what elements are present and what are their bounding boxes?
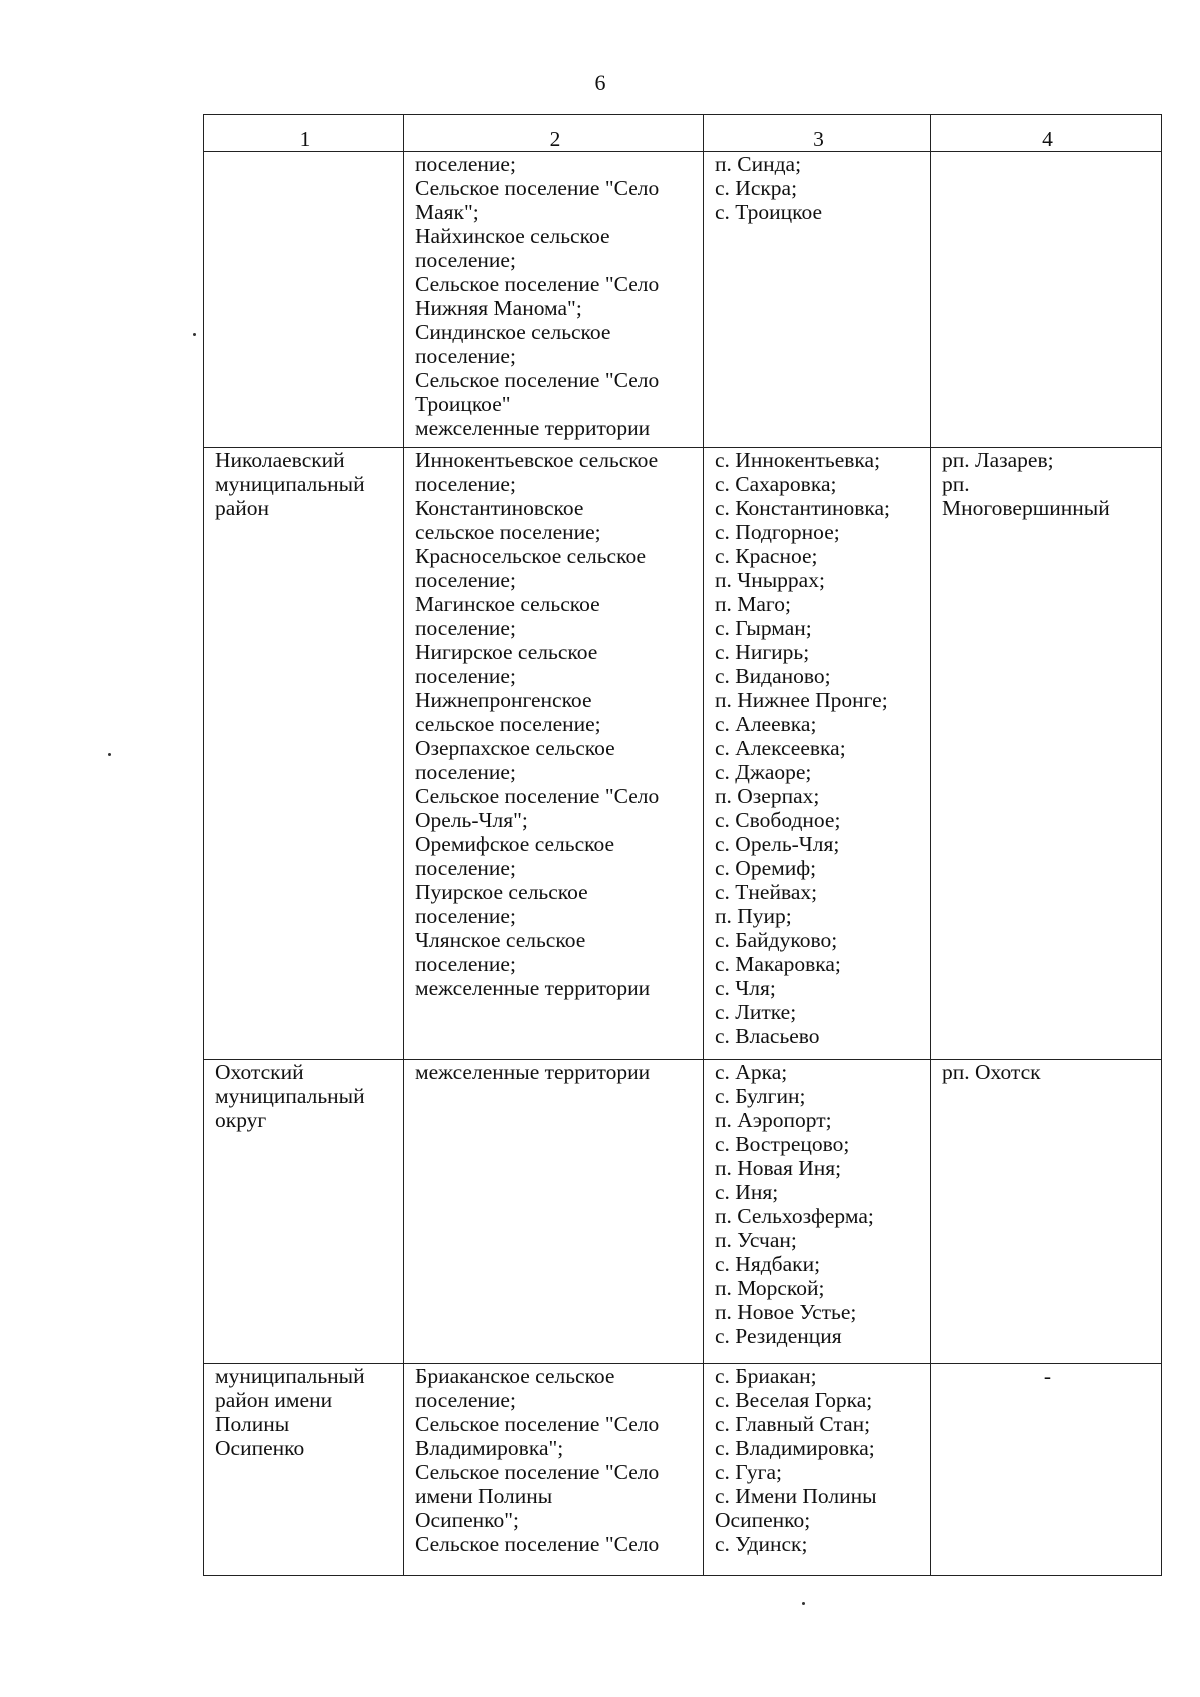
settlements-table	[203, 114, 1162, 1576]
cell-line: Сельское поселение "Село	[415, 176, 660, 200]
cell-line: с. Макаровка;	[715, 952, 841, 976]
cell-line: с. Удинск;	[715, 1532, 808, 1556]
cell-col3	[704, 1060, 931, 1364]
cell-line: округ	[215, 1108, 267, 1132]
cell-line: Найхинское сельское	[415, 224, 610, 248]
cell-line: поселение;	[415, 904, 516, 928]
cell-line: с. Виданово;	[715, 664, 831, 688]
cell-line: п. Озерпах;	[715, 784, 820, 808]
cell-line: поселение;	[415, 856, 516, 880]
cell-line: Бриаканское сельское	[415, 1364, 615, 1388]
cell-col3	[704, 448, 931, 1060]
cell-line: Николаевский	[215, 448, 345, 472]
cell-line: с. Искра;	[715, 176, 798, 200]
table-row	[204, 1060, 1162, 1364]
cell-line: Нижняя Манома";	[415, 296, 582, 320]
cell-line: с. Нигирь;	[715, 640, 810, 664]
cell-line: с. Владимировка;	[715, 1436, 875, 1460]
cell-line: с. Джаоре;	[715, 760, 812, 784]
cell-col2	[404, 152, 704, 448]
cell-line: с. Гуга;	[715, 1460, 782, 1484]
cell-line: с. Тнейвах;	[715, 880, 818, 904]
cell-col3	[704, 152, 931, 448]
table-row	[204, 1364, 1162, 1576]
cell-line: район имени	[215, 1388, 333, 1412]
cell-line: межселенные территории	[415, 1060, 651, 1084]
cell-line: поселение;	[415, 1388, 516, 1412]
cell-col4	[931, 1060, 1162, 1364]
cell-line: с. Чля;	[715, 976, 776, 1000]
cell-line: с. Нядбаки;	[715, 1252, 821, 1276]
cell-line: рп. Охотск	[942, 1060, 1041, 1084]
cell-line: с. Сахаровка;	[715, 472, 837, 496]
cell-line: п. Чныррах;	[715, 568, 825, 592]
cell-col1	[204, 152, 404, 448]
cell-line: с. Троицкое	[715, 200, 823, 224]
cell-line: с. Байдуково;	[715, 928, 838, 952]
cell-line: поселение;	[415, 344, 516, 368]
cell-line: Троицкое"	[415, 392, 511, 416]
cell-line: муниципальный	[215, 472, 365, 496]
cell-line: с. Главный Стан;	[715, 1412, 871, 1436]
cell-line: с. Иннокентьевка;	[715, 448, 881, 472]
cell-line: Осипенко";	[415, 1508, 519, 1532]
cell-col1	[204, 448, 404, 1060]
table-row	[204, 152, 1162, 448]
cell-col2	[404, 448, 704, 1060]
cell-line: с. Резиденция	[715, 1324, 842, 1348]
cell-line: Сельское поселение "Село	[415, 368, 660, 392]
cell-line: Нигирское сельское	[415, 640, 598, 664]
cell-line: Сельское поселение "Село	[415, 784, 660, 808]
cell-line: п. Аэропорт;	[715, 1108, 832, 1132]
cell-line: с. Арка;	[715, 1060, 788, 1084]
cell-line: Сельское поселение "Село	[415, 1460, 660, 1484]
cell-line: с. Оремиф;	[715, 856, 817, 880]
cell-col2	[404, 1364, 704, 1576]
cell-line: п. Нижнее Пронге;	[715, 688, 888, 712]
cell-line: с. Алексеевка;	[715, 736, 846, 760]
cell-line: п. Новое Устье;	[715, 1300, 857, 1324]
cell-line: рп.	[942, 472, 970, 496]
cell-line: п. Сельхозферма;	[715, 1204, 874, 1228]
cell-line: Пуирское сельское	[415, 880, 588, 904]
cell-col4	[931, 1364, 1162, 1576]
cell-line: Члянское сельское	[415, 928, 586, 952]
cell-line: с. Вострецово;	[715, 1132, 850, 1156]
cell-line: сельское поселение;	[415, 520, 601, 544]
cell-col2	[404, 1060, 704, 1364]
cell-line: с. Булгин;	[715, 1084, 806, 1108]
cell-line: межселенные территории	[415, 416, 651, 440]
scan-speck	[108, 753, 111, 756]
cell-line: Иннокентьевское сельское	[415, 448, 659, 472]
cell-line: с. Литке;	[715, 1000, 797, 1024]
cell-line: п. Пуир;	[715, 904, 792, 928]
cell-line: Сельское поселение "Село	[415, 272, 660, 296]
page-number: 6	[594, 70, 606, 95]
cell-line: п. Новая Иня;	[715, 1156, 842, 1180]
cell-line: поселение;	[415, 616, 516, 640]
header-col-3: 3	[704, 115, 931, 152]
cell-line: п. Усчан;	[715, 1228, 797, 1252]
cell-col1	[204, 1060, 404, 1364]
cell-line: Полины	[215, 1412, 290, 1436]
cell-line: Константиновское	[415, 496, 584, 520]
cell-line: район	[215, 496, 270, 520]
cell-line: Оремифское сельское	[415, 832, 615, 856]
cell-line: муниципальный	[215, 1084, 365, 1108]
cell-line: межселенные территории	[415, 976, 651, 1000]
cell-line: с. Орель-Чля;	[715, 832, 840, 856]
cell-line: п. Морской;	[715, 1276, 825, 1300]
table-header-row	[204, 115, 1162, 152]
cell-line: Многовершинный	[942, 496, 1110, 520]
cell-line: Владимировка";	[415, 1436, 564, 1460]
cell-line: с. Красное;	[715, 544, 818, 568]
cell-line: Охотский	[215, 1060, 304, 1084]
cell-line: с. Гырман;	[715, 616, 812, 640]
header-col-4: 4	[931, 115, 1162, 152]
cell-line: Маяк";	[415, 200, 479, 224]
cell-line: поселение;	[415, 760, 516, 784]
cell-line: поселение;	[415, 152, 516, 176]
scan-speck	[802, 1602, 805, 1605]
cell-line: Магинское сельское	[415, 592, 600, 616]
cell-line: с. Власьево	[715, 1024, 820, 1048]
cell-line: поселение;	[415, 568, 516, 592]
cell-line: поселение;	[415, 952, 516, 976]
cell-line: рп. Лазарев;	[942, 448, 1054, 472]
cell-line: с. Веселая Горка;	[715, 1388, 873, 1412]
cell-line: поселение;	[415, 664, 516, 688]
cell-line: с. Константиновка;	[715, 496, 891, 520]
cell-line: с. Алеевка;	[715, 712, 817, 736]
scan-speck	[193, 333, 196, 336]
cell-line: Озерпахское сельское	[415, 736, 615, 760]
table-row	[204, 448, 1162, 1060]
cell-line: -	[1043, 1364, 1052, 1388]
header-col-1: 1	[204, 115, 404, 152]
cell-line: муниципальный	[215, 1364, 365, 1388]
cell-line: с. Подгорное;	[715, 520, 840, 544]
cell-col3	[704, 1364, 931, 1576]
cell-line: Синдинское сельское	[415, 320, 611, 344]
header-col-2: 2	[404, 115, 704, 152]
cell-line: с. Свободное;	[715, 808, 841, 832]
cell-line: с. Бриакан;	[715, 1364, 817, 1388]
cell-line: Сельское поселение "Село	[415, 1412, 660, 1436]
cell-line: Орель-Чля";	[415, 808, 528, 832]
cell-col4	[931, 448, 1162, 1060]
cell-line: Осипенко	[215, 1436, 305, 1460]
cell-line: п. Синда;	[715, 152, 802, 176]
cell-line: имени Полины	[415, 1484, 553, 1508]
cell-line: Красносельское сельское	[415, 544, 647, 568]
cell-line: Сельское поселение "Село	[415, 1532, 660, 1556]
cell-line: поселение;	[415, 472, 516, 496]
cell-col4	[931, 152, 1162, 448]
cell-line: поселение;	[415, 248, 516, 272]
cell-line: с. Имени Полины	[715, 1484, 877, 1508]
cell-line: п. Маго;	[715, 592, 791, 616]
cell-col1	[204, 1364, 404, 1576]
cell-line: Нижнепронгенское	[415, 688, 592, 712]
cell-line: с. Иня;	[715, 1180, 779, 1204]
cell-line: сельское поселение;	[415, 712, 601, 736]
cell-line: Осипенко;	[715, 1508, 811, 1532]
